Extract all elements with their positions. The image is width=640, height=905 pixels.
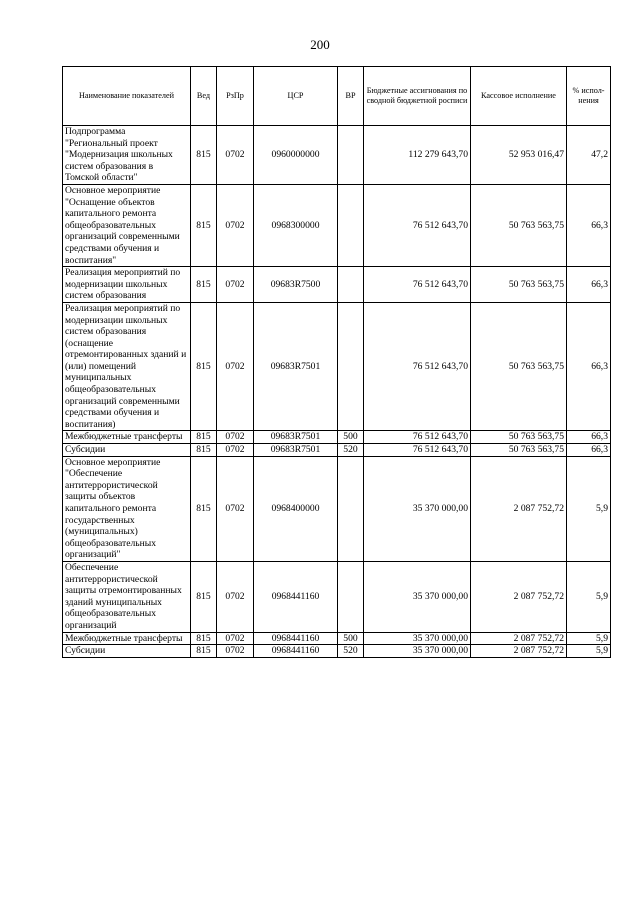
budget-execution-table [62,66,611,658]
row-csr: 09683R7501 [254,431,338,444]
row-rzpr: 0702 [217,184,254,266]
row-name: Субсидии [63,645,191,658]
row-name: Основное мероприятие "Оснащение объектов капитального ремонта общеобразовательных организаций современными средствами обучения и воспитания" [63,184,191,266]
row-budget: 35 370 000,00 [364,561,471,632]
table-row [63,632,611,645]
row-budget: 112 279 643,70 [364,126,471,185]
row-rzpr: 0702 [217,456,254,561]
row-budget: 76 512 643,70 [364,431,471,444]
row-rzpr: 0702 [217,126,254,185]
row-vr [338,126,364,185]
row-cash: 50 763 563,75 [471,267,567,303]
row-percent: 66,3 [567,444,611,457]
row-name: Межбюджетные трансферты [63,431,191,444]
row-ved: 815 [191,431,217,444]
row-vr [338,302,364,431]
row-csr: 0968441160 [254,645,338,658]
row-rzpr: 0702 [217,267,254,303]
row-budget: 76 512 643,70 [364,184,471,266]
row-cash: 50 763 563,75 [471,444,567,457]
row-vr: 500 [338,632,364,645]
row-cash: 50 763 563,75 [471,184,567,266]
row-budget: 35 370 000,00 [364,632,471,645]
header-cash: Кассовое исполнение [471,67,567,126]
row-ved: 815 [191,632,217,645]
row-percent: 66,3 [567,302,611,431]
table-row [63,184,611,266]
row-csr: 09683R7500 [254,267,338,303]
row-csr: 0960000000 [254,126,338,185]
row-ved: 815 [191,645,217,658]
row-ved: 815 [191,444,217,457]
row-name: Реализация мероприятий по модернизации школьных систем образования [63,267,191,303]
row-csr: 0968441160 [254,632,338,645]
row-budget: 35 370 000,00 [364,456,471,561]
row-ved: 815 [191,561,217,632]
row-percent: 5,9 [567,456,611,561]
row-ved: 815 [191,456,217,561]
table-row [63,431,611,444]
row-percent: 66,3 [567,184,611,266]
row-cash: 2 087 752,72 [471,632,567,645]
row-ved: 815 [191,126,217,185]
row-ved: 815 [191,267,217,303]
header-percent: % испол-нения [567,67,611,126]
row-ved: 815 [191,184,217,266]
table-row [63,456,611,561]
row-cash: 2 087 752,72 [471,561,567,632]
row-rzpr: 0702 [217,302,254,431]
row-name: Реализация мероприятий по модернизации школьных систем образования (оснащение отремонтированных зданий и (или) помещений муниципальных общеобразовательных организаций современными средствами обучения и воспитания) [63,302,191,431]
row-percent: 5,9 [567,561,611,632]
row-cash: 52 953 016,47 [471,126,567,185]
row-rzpr: 0702 [217,645,254,658]
row-rzpr: 0702 [217,431,254,444]
row-cash: 2 087 752,72 [471,456,567,561]
row-name: Субсидии [63,444,191,457]
row-csr: 0968400000 [254,456,338,561]
row-percent: 66,3 [567,431,611,444]
table-row [63,302,611,431]
row-rzpr: 0702 [217,632,254,645]
header-vr: ВР [338,67,364,126]
row-rzpr: 0702 [217,444,254,457]
row-percent: 5,9 [567,645,611,658]
row-rzpr: 0702 [217,561,254,632]
table-row [63,267,611,303]
row-vr: 500 [338,431,364,444]
header-ved: Вед [191,67,217,126]
row-name: Основное мероприятие "Обеспечение антитеррористической защиты объектов капитального ремонта государственных (муниципальных) общеобразовательных организаций" [63,456,191,561]
row-vr: 520 [338,645,364,658]
row-budget: 76 512 643,70 [364,302,471,431]
header-csr: ЦСР [254,67,338,126]
row-csr: 0968300000 [254,184,338,266]
row-budget: 35 370 000,00 [364,645,471,658]
row-budget: 76 512 643,70 [364,267,471,303]
header-budget: Бюджетные ассигнования по сводной бюджетной росписи [364,67,471,126]
row-vr [338,184,364,266]
row-percent: 66,3 [567,267,611,303]
row-csr: 0968441160 [254,561,338,632]
row-percent: 47,2 [567,126,611,185]
table-row [63,561,611,632]
table-row [63,645,611,658]
row-name: Подпрограмма "Региональный проект "Модернизация школьных систем образования в Томской области" [63,126,191,185]
header-name: Наименование показателей [63,67,191,126]
row-name: Обеспечение антитеррористической защиты отремонтированных зданий муниципальных общеобразовательных организаций [63,561,191,632]
row-percent: 5,9 [567,632,611,645]
row-ved: 815 [191,302,217,431]
row-csr: 09683R7501 [254,444,338,457]
table-row [63,444,611,457]
row-cash: 50 763 563,75 [471,302,567,431]
row-budget: 76 512 643,70 [364,444,471,457]
row-cash: 2 087 752,72 [471,645,567,658]
header-rzpr: РзПр [217,67,254,126]
row-vr [338,267,364,303]
row-cash: 50 763 563,75 [471,431,567,444]
row-csr: 09683R7501 [254,302,338,431]
row-vr [338,456,364,561]
row-vr: 520 [338,444,364,457]
row-vr [338,561,364,632]
page-number: 200 [310,37,330,52]
table-header-row [63,67,611,126]
table-row [63,126,611,185]
row-name: Межбюджетные трансферты [63,632,191,645]
